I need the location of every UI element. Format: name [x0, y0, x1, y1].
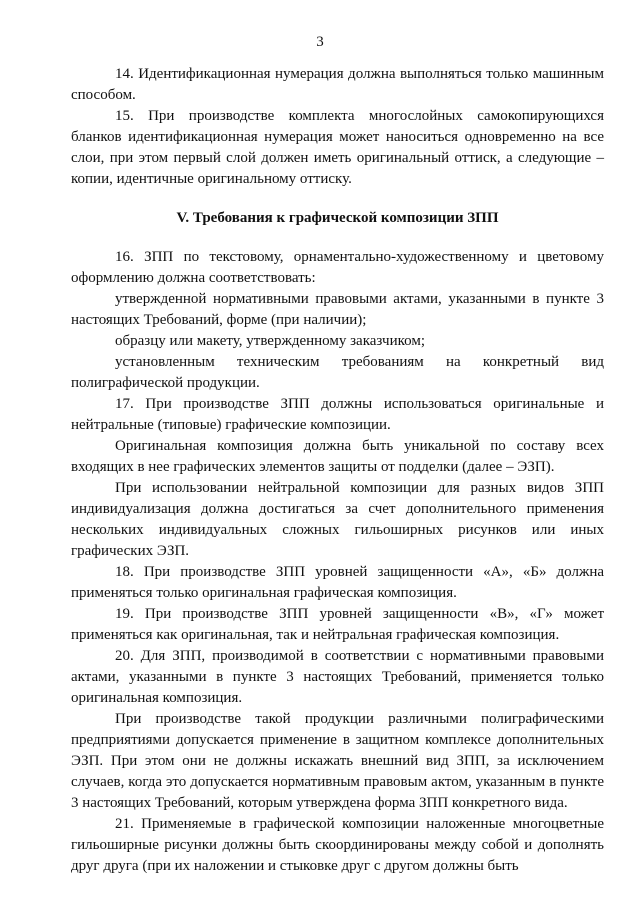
page-number: 3	[316, 34, 324, 50]
paragraph-original-composition: Оригинальная композиция должна быть уникальной по составу всех входящих в нее графических элементов защиты от подделки (далее – ЭЗП).	[71, 438, 604, 475]
list-item-acts: утвержденной нормативными правовыми актами, указанными в пункте 3 настоящих Требований, форме (при наличии);	[71, 291, 604, 328]
paragraph-neutral-composition: При использовании нейтральной композиции для разных видов ЗПП индивидуализация должна достигаться за счет дополнительного применения нескольких индивидуальных сложных гильоширных рисунков или иных графических ЭЗП.	[71, 480, 604, 559]
paragraph-21: 21. Применяемые в графической композиции наложенные многоцветные гильоширные рисунки должны быть скоординированы между собой и дополнять друг друга (при их наложении и стыковке друг с другом должны быть	[71, 816, 604, 874]
paragraph-19: 19. При производстве ЗПП уровней защищенности «В», «Г» может применяться как оригинальная, так и нейтральная графическая композиция.	[71, 606, 604, 643]
paragraph-15: 15. При производстве комплекта многослойных самокопирующихся бланков идентификационная нумерация может наноситься одновременно на все слои, при этом первый слой должен иметь оригинальный оттиск, а следующие – копии, идентичные оригинальному оттиску.	[71, 108, 604, 187]
paragraph-14: 14. Идентификационная нумерация должна выполняться только машинным способом.	[71, 66, 604, 103]
paragraph-additional-ezp: При производстве такой продукции различными полиграфическими предприятиями допускается применение в защитном комплексе дополнительных ЭЗП. При этом они не должны искажать внешний вид ЗПП, за исключением случаев, когда это допускается нормативным правовым актом, указанным в пункте 3 настоящих Требований, которым утверждена форма ЗПП конкретного вида.	[71, 711, 604, 811]
paragraph-16: 16. ЗПП по текстовому, орнаментально-художественному и цветовому оформлению должна соответствовать:	[71, 249, 604, 286]
paragraph-20: 20. Для ЗПП, производимой в соответствии с нормативными правовыми актами, указанными в пункте 3 настоящих Требований, применяется только оригинальная композиция.	[71, 648, 604, 706]
section-heading: V. Требования к графической композиции ЗПП	[176, 210, 499, 226]
list-item-tech-requirements: установленным техническим требованиям на конкретный вид полиграфической продукции.	[71, 354, 604, 391]
list-item-sample: образцу или макету, утвержденному заказчиком;	[115, 333, 426, 349]
paragraph-18: 18. При производстве ЗПП уровней защищенности «А», «Б» должна применяться только оригинальная графическая композиция.	[71, 564, 604, 601]
document-body	[71, 64, 604, 877]
paragraph-17: 17. При производстве ЗПП должны использоваться оригинальные и нейтральные (типовые) графические композиции.	[71, 396, 604, 433]
